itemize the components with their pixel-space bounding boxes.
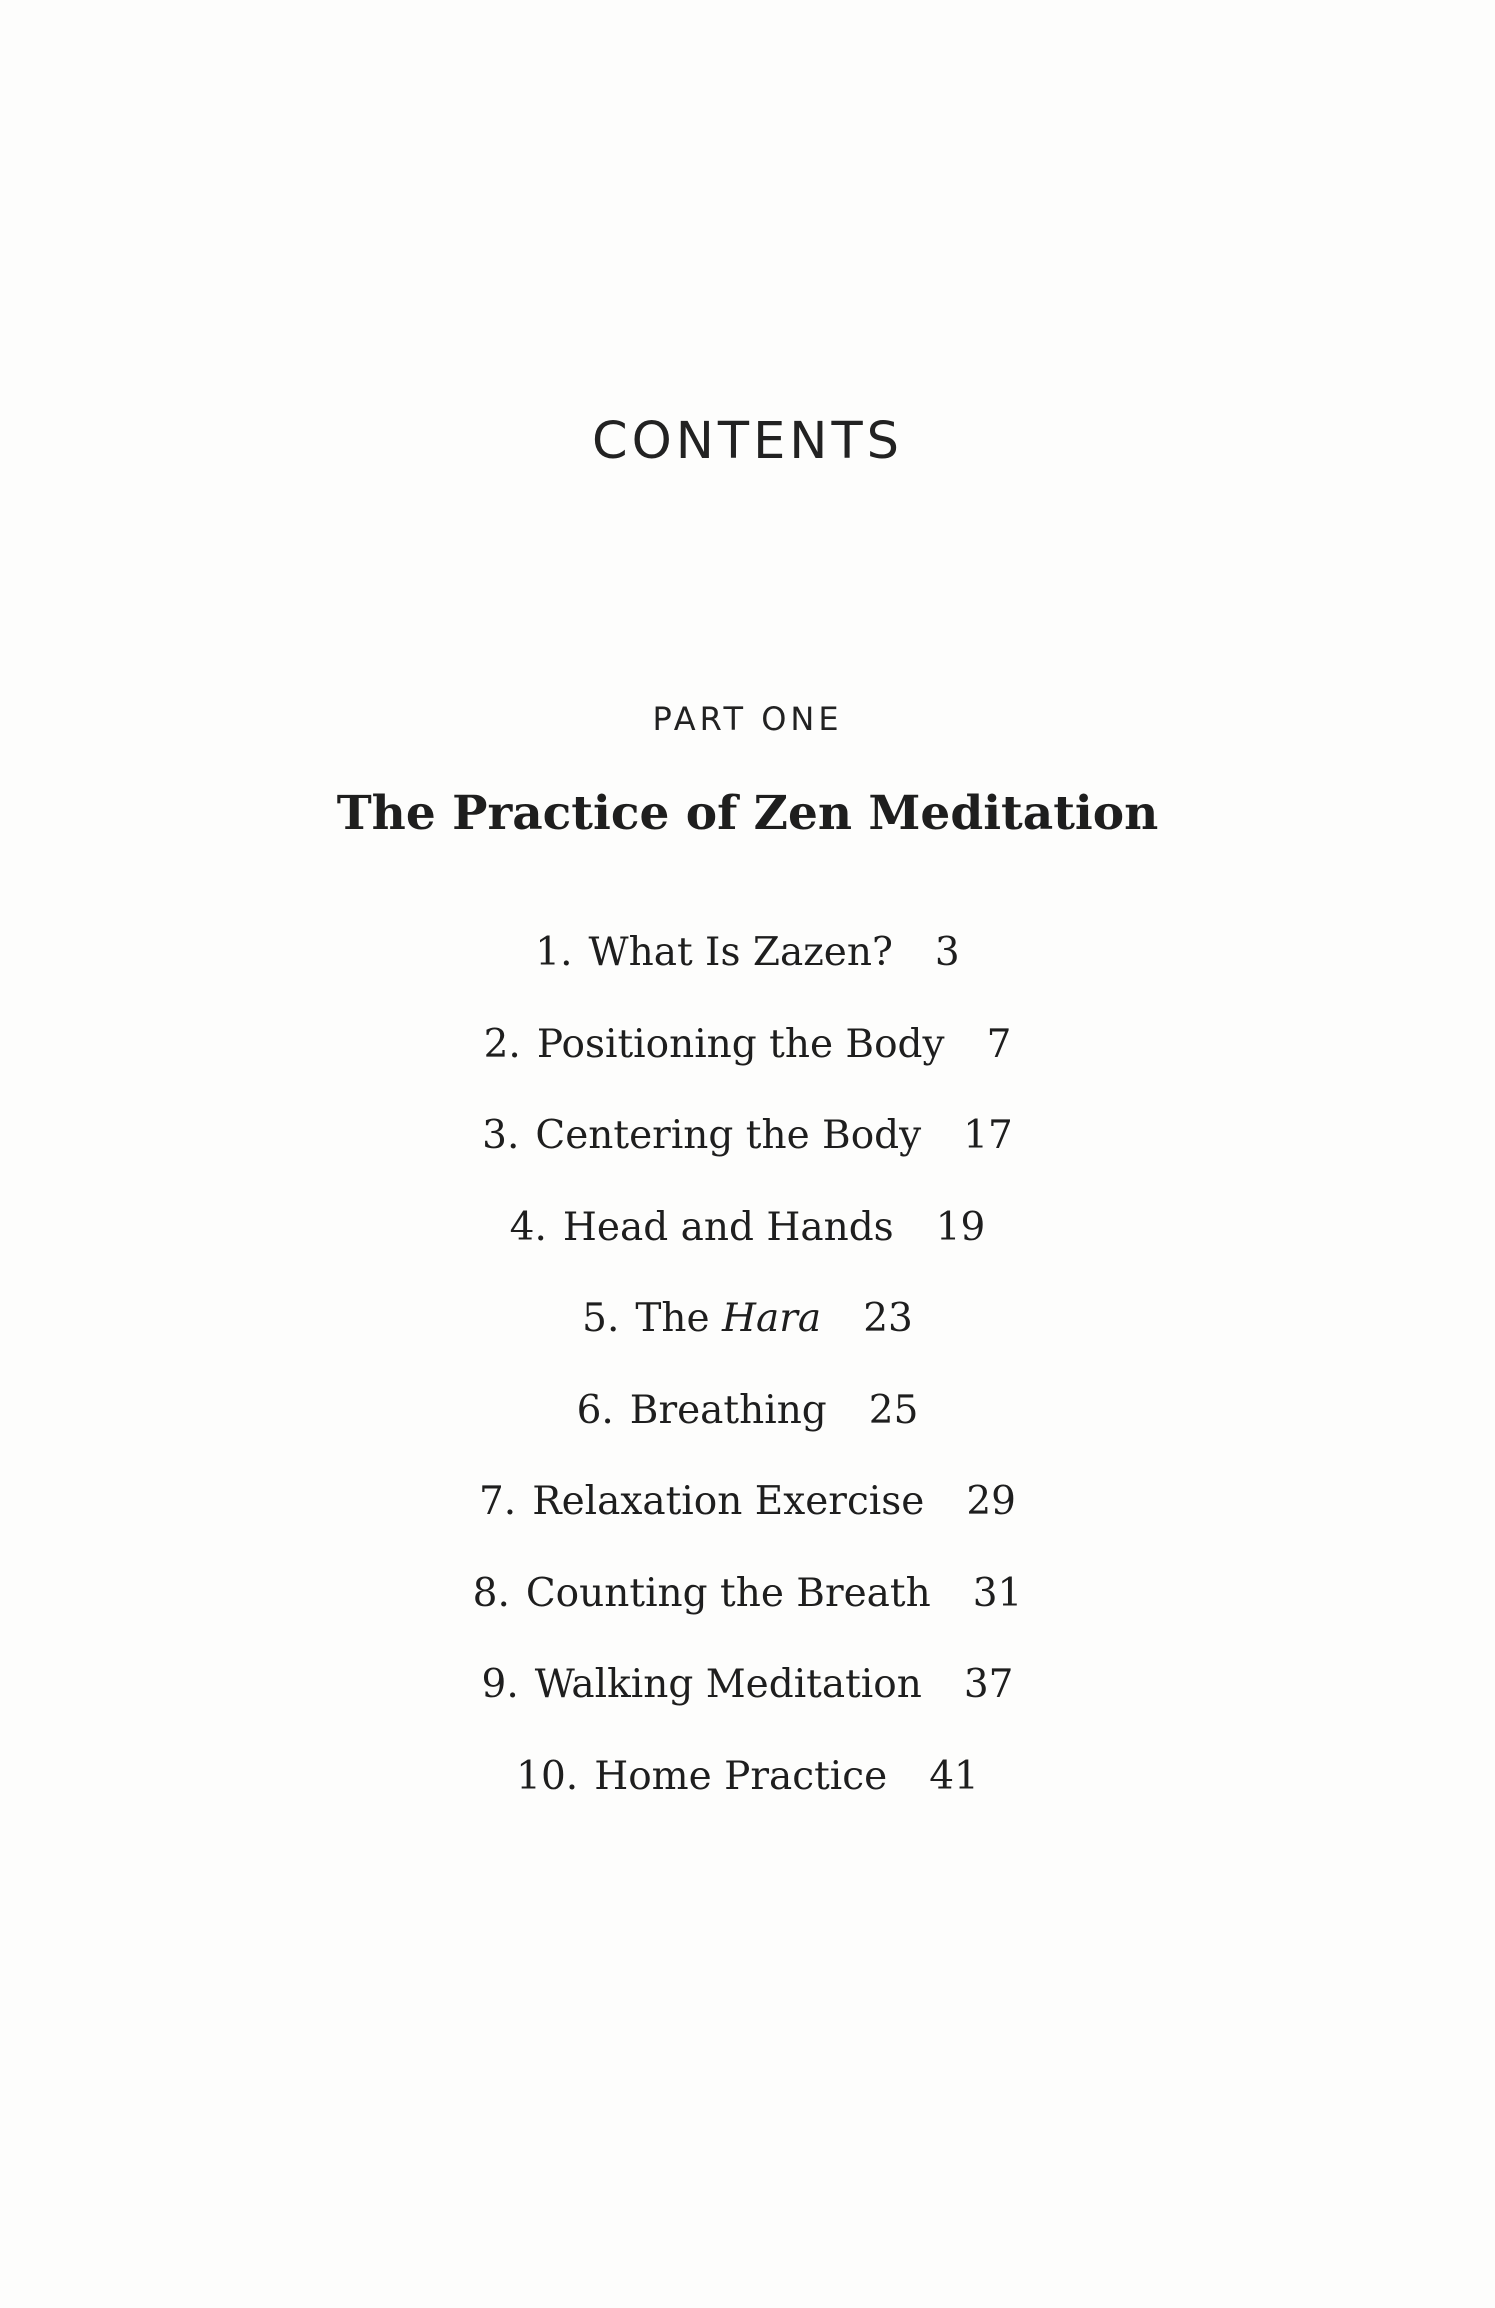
chapter-number: 7. xyxy=(478,1479,517,1524)
page-number: 31 xyxy=(972,1570,1023,1616)
chapter-title-prefix: The xyxy=(635,1296,710,1341)
page-number: 25 xyxy=(868,1387,919,1433)
chapter-title: Walking Meditation xyxy=(534,1662,922,1707)
toc-entry xyxy=(0,1020,1495,1112)
toc-entry xyxy=(0,1386,1495,1478)
page-number: 7 xyxy=(986,1021,1012,1067)
page-number: 3 xyxy=(934,930,960,975)
page-number: 37 xyxy=(963,1662,1014,1707)
chapter-title: What Is Zazen? xyxy=(588,930,893,975)
chapter-title: Counting the Breath xyxy=(525,1570,931,1616)
chapter-title: Head and Hands xyxy=(562,1204,894,1250)
chapter-number: 6. xyxy=(576,1387,614,1433)
chapter-title: Home Practice xyxy=(594,1753,888,1799)
toc-entry xyxy=(0,1477,1495,1569)
chapter-title-italic: Hara xyxy=(722,1296,822,1341)
page-number: 23 xyxy=(863,1296,913,1341)
chapter-number: 3. xyxy=(482,1113,520,1158)
page-title: CONTENTS xyxy=(592,412,903,471)
toc-entry xyxy=(0,1203,1495,1295)
chapter-title: Positioning the Body xyxy=(536,1021,945,1067)
chapter-number: 5. xyxy=(582,1296,620,1341)
chapter-number: 2. xyxy=(483,1021,521,1067)
chapter-number: 8. xyxy=(472,1570,510,1616)
chapter-title xyxy=(635,1296,821,1341)
chapter-number: 1. xyxy=(535,930,573,975)
toc-entry xyxy=(0,1569,1495,1661)
chapter-title: Breathing xyxy=(629,1387,827,1433)
toc-entry xyxy=(0,928,1495,1020)
page-number: 41 xyxy=(929,1753,979,1799)
toc-entry xyxy=(0,1752,1495,1844)
part-label: PART ONE xyxy=(652,700,843,738)
page-number: 17 xyxy=(963,1113,1013,1158)
toc-entry xyxy=(0,1660,1495,1752)
page-number: 19 xyxy=(935,1204,986,1250)
toc-entry xyxy=(0,1294,1495,1386)
chapter-number: 10. xyxy=(516,1753,579,1799)
toc-entry xyxy=(0,1111,1495,1203)
part-title: The Practice of Zen Meditation xyxy=(336,786,1159,841)
chapter-number: 4. xyxy=(509,1204,547,1250)
chapter-title: Relaxation Exercise xyxy=(532,1479,925,1524)
chapter-number: 9. xyxy=(481,1662,519,1707)
table-of-contents xyxy=(0,928,1495,1843)
page-number: 29 xyxy=(966,1479,1016,1524)
chapter-title: Centering the Body xyxy=(535,1113,922,1158)
